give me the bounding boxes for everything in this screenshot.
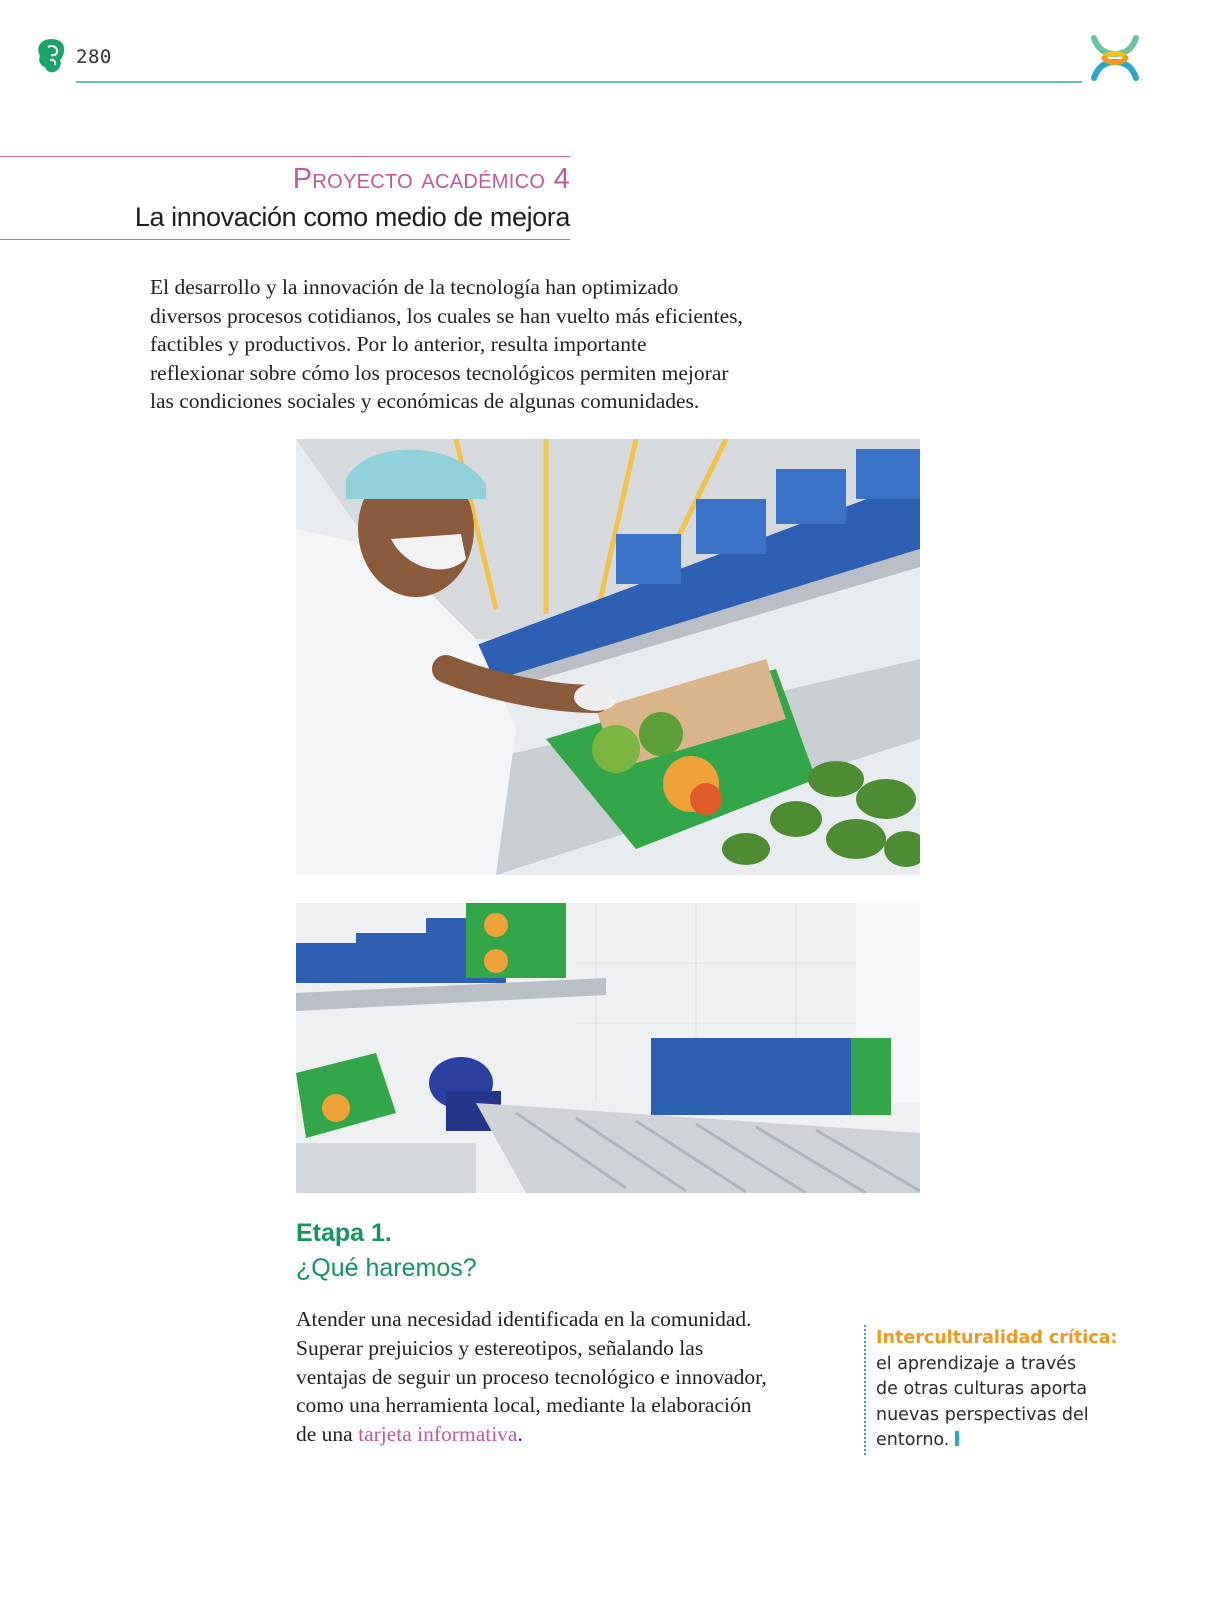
intro-line: diversos procesos cotidianos, los cuales se han vuelto más eficientes, — [150, 303, 743, 328]
stage-title: Etapa 1. — [296, 1219, 392, 1247]
intro-line: El desarrollo y la innovación de la tecnología han optimizado — [150, 275, 679, 299]
intro-paragraph — [150, 273, 790, 416]
title-rule-top — [0, 156, 570, 157]
photo-packing-conveyor — [296, 903, 920, 1193]
series-emblem-icon — [1088, 32, 1142, 84]
tarjeta-informativa-link[interactable]: tarjeta informativa — [358, 1422, 518, 1447]
intro-line: factibles y productivos. Por lo anterior, resulta importante — [150, 332, 647, 356]
header-rule — [76, 81, 1082, 83]
stage-body-suffix: . — [517, 1422, 523, 1447]
side-note-dotted-bar — [864, 1325, 866, 1455]
side-note-heading: Interculturalidad crítica: — [876, 1328, 1118, 1348]
photo-worker-packing-mangoes — [296, 439, 920, 875]
stage-body-line: como una herramienta local, mediante la elaboración — [296, 1393, 752, 1418]
stage-body-last-line — [296, 1420, 826, 1449]
side-note-line: el aprendizaje a través — [876, 1353, 1077, 1374]
stage-body-prefix: de una — [296, 1422, 359, 1447]
stage-body — [296, 1305, 826, 1449]
stage-body-line: Superar prejuicios y estereotipos, señalando las — [296, 1335, 704, 1360]
book-logo-icon — [36, 38, 68, 74]
side-note — [876, 1326, 1116, 1454]
stage-body-line: ventajas de seguir un proceso tecnológico e innovador, — [296, 1364, 767, 1389]
stage-body-line: Atender una necesidad identificada en la comunidad. — [296, 1307, 752, 1331]
project-title: La innovación como medio de mejora — [134, 202, 570, 232]
note-end-marker-icon — [955, 1431, 959, 1446]
side-note-last-line — [876, 1428, 1116, 1454]
side-note-line: entorno. — [876, 1430, 950, 1450]
project-kicker: Proyecto académico 4 — [292, 163, 570, 195]
stage-subtitle: ¿Qué haremos? — [296, 1254, 477, 1282]
side-note-line: nuevas perspectivas del — [876, 1404, 1089, 1425]
intro-line: las condiciones sociales y económicas de algunas comunidades. — [150, 389, 700, 413]
title-rule-bottom — [0, 239, 570, 240]
page-number: 280 — [76, 46, 112, 68]
side-note-line: de otras culturas aporta — [876, 1379, 1088, 1399]
intro-line: reflexionar sobre cómo los procesos tecnológicos permiten mejorar — [150, 360, 729, 385]
